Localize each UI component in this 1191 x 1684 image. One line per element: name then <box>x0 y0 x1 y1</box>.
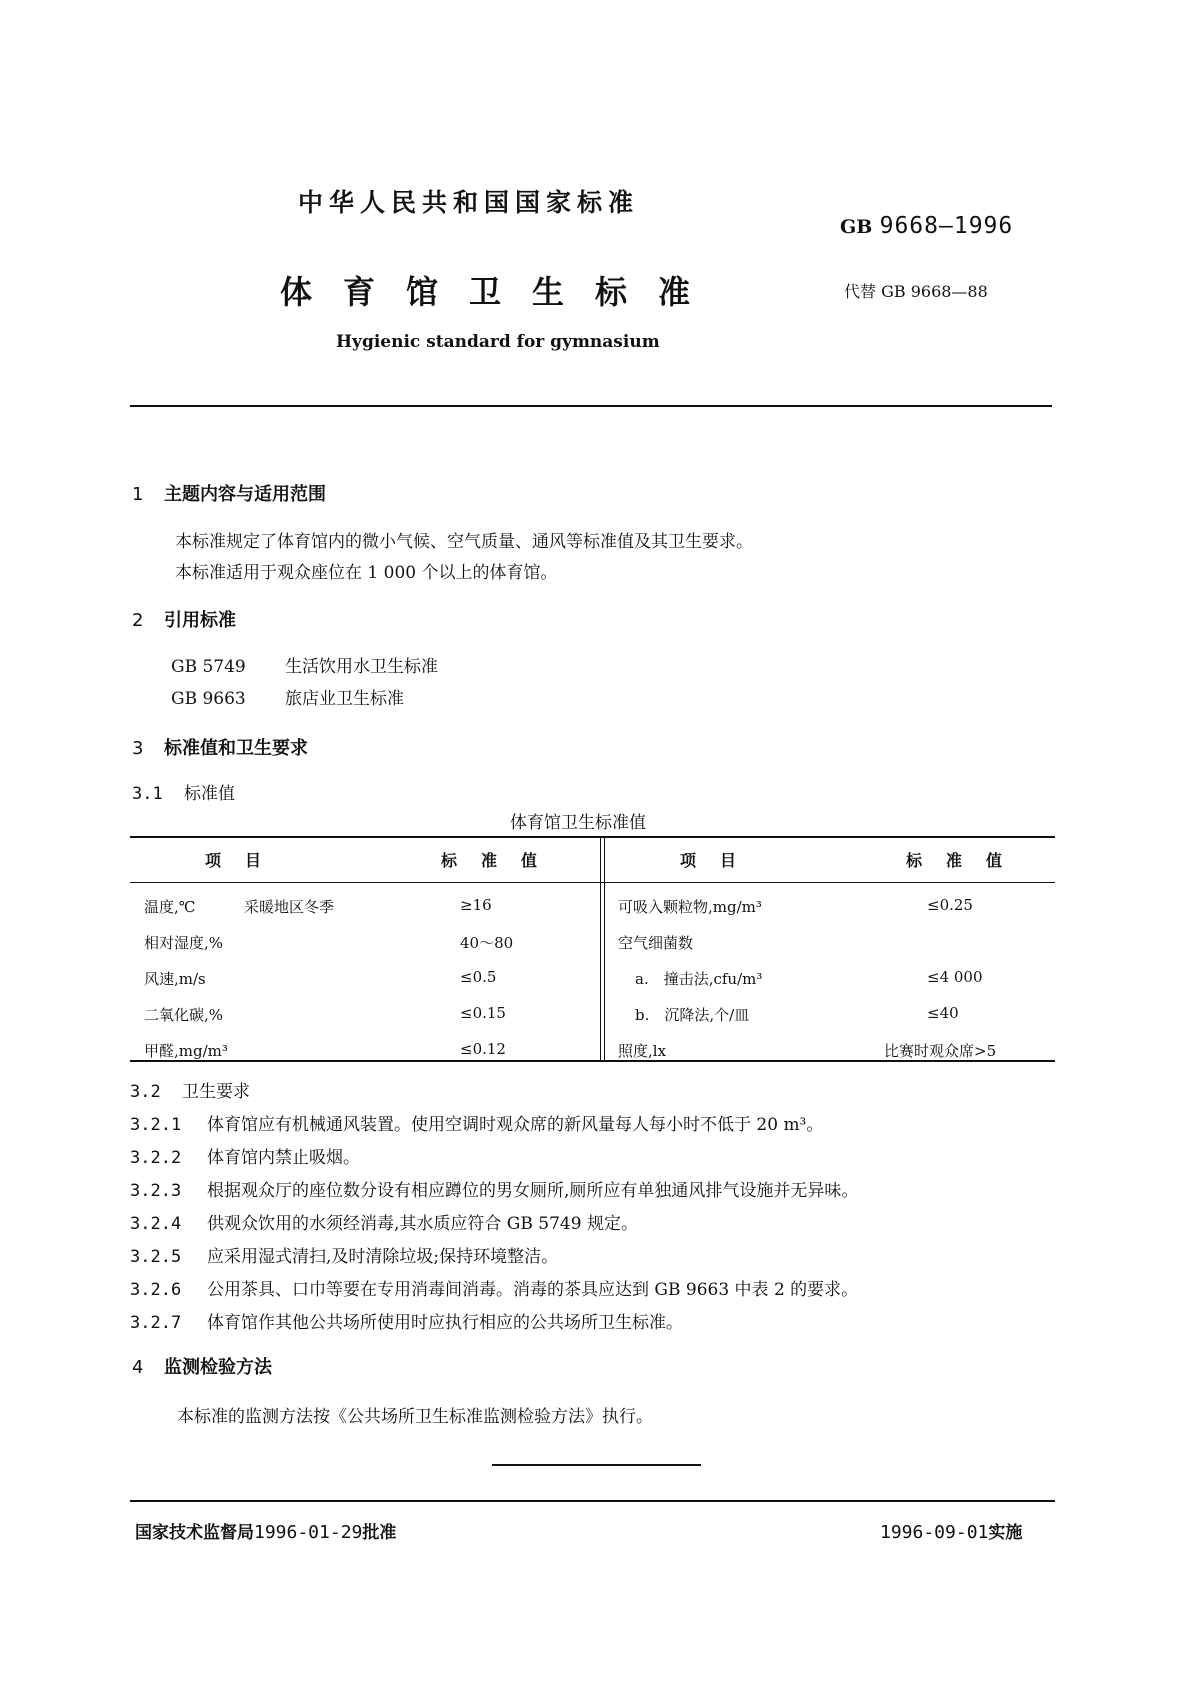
table-cell-item: 甲醛,mg/m³ <box>144 1042 228 1060</box>
table-cell-value: 40～80 <box>460 934 514 952</box>
table-divider <box>600 836 601 1062</box>
section-3-heading <box>132 734 308 760</box>
section-2-number: 2 <box>132 610 144 631</box>
requirement-text: 体育馆应有机械通风装置。使用空调时观众席的新风量每人每小时不低于 20 m³。 <box>207 1115 824 1135</box>
national-standard-heading: 中华人民共和国国家标准 <box>298 188 640 217</box>
table-header-rule <box>130 882 1055 883</box>
subsection-3-2-heading <box>130 1077 250 1102</box>
table-cell-item: 二氧化碳,% <box>144 1006 224 1024</box>
footer-rule <box>130 1500 1055 1502</box>
requirement-number: 3.2.6 <box>130 1280 182 1300</box>
approved-date: 1996-01-29 <box>254 1522 363 1543</box>
requirement-text: 供观众饮用的水须经消毒,其水质应符合 GB 5749 规定。 <box>207 1214 638 1234</box>
requirement-item <box>130 1209 638 1234</box>
subsection-3-1-heading <box>132 779 235 804</box>
subsection-3-2-title: 卫生要求 <box>182 1082 250 1102</box>
table-cell-value: ≤0.25 <box>927 896 973 914</box>
table-cell-item: 相对湿度,% <box>144 934 224 952</box>
standard-number <box>840 213 1013 239</box>
header-rule <box>130 405 1052 407</box>
section-3-title: 标准值和卫生要求 <box>164 738 308 759</box>
requirement-item <box>130 1176 858 1201</box>
reference-name: 生活饮用水卫生标准 <box>285 657 438 677</box>
requirement-number: 3.2.4 <box>130 1214 182 1234</box>
section-2-heading <box>132 606 236 632</box>
requirement-number: 3.2.7 <box>130 1313 182 1333</box>
table-cell-value: ≤40 <box>927 1004 959 1022</box>
section-4-heading <box>132 1353 272 1379</box>
table-divider <box>604 836 605 1062</box>
table-cell-value: ≤0.12 <box>460 1040 506 1058</box>
reference-code: GB 5749 <box>171 657 246 677</box>
gb-number: 9668—1996 <box>879 213 1014 239</box>
section-4-paragraph: 本标准的监测方法按《公共场所卫生标准监测检验方法》执行。 <box>177 1407 653 1427</box>
table-cell-item: 可吸入颗粒物,mg/m³ <box>618 898 762 916</box>
table-cell-item: 温度,℃ <box>144 898 196 916</box>
header-value-left: 标准值 <box>441 851 562 870</box>
end-rule <box>492 1464 701 1466</box>
section-1-heading <box>132 480 326 506</box>
section-1-number: 1 <box>132 484 144 505</box>
requirement-text: 体育馆内禁止吸烟。 <box>207 1148 360 1168</box>
table-cell-value: ≤0.15 <box>460 1004 506 1022</box>
effective-date: 1996-09-01 <box>880 1522 989 1543</box>
table-cell-value: ≥16 <box>460 896 492 914</box>
requirement-number: 3.2.1 <box>130 1115 182 1135</box>
subsection-3-1-title: 标准值 <box>184 784 235 804</box>
replaces-note: 代替 GB 9668—88 <box>844 282 988 301</box>
requirement-text: 体育馆作其他公共场所使用时应执行相应的公共场所卫生标准。 <box>207 1313 683 1333</box>
effective-line <box>880 1518 1022 1543</box>
section-1-paragraph-2: 本标准适用于观众座位在 1 000 个以上的体育馆。 <box>175 563 558 583</box>
table-cell-item: 照度,lx <box>618 1042 667 1060</box>
section-4-number: 4 <box>132 1357 144 1378</box>
approval-line <box>135 1518 396 1543</box>
table-cell-value: 比赛时观众席>5 <box>884 1042 997 1060</box>
section-1-paragraph-1: 本标准规定了体育馆内的微小气候、空气质量、通风等标准值及其卫生要求。 <box>175 532 753 552</box>
requirement-number: 3.2.2 <box>130 1148 182 1168</box>
english-title: Hygienic standard for gymnasium <box>336 332 660 352</box>
requirement-text: 应采用湿式清扫,及时清除垃圾;保持环境整洁。 <box>207 1247 559 1267</box>
header-value-right: 标准值 <box>906 851 1027 870</box>
requirement-number: 3.2.5 <box>130 1247 182 1267</box>
subsection-3-1-number: 3.1 <box>132 784 163 804</box>
section-1-title: 主题内容与适用范围 <box>164 484 326 505</box>
header-item-right: 项目 <box>680 851 761 870</box>
requirement-text: 根据观众厅的座位数分设有相应蹲位的男女厕所,厕所应有单独通风排气设施并无异味。 <box>207 1181 859 1201</box>
table-cell-value: ≤0.5 <box>460 968 497 986</box>
header-item-left: 项目 <box>205 851 286 870</box>
requirement-item <box>130 1275 858 1300</box>
table-cell-value: ≤4 000 <box>927 968 983 986</box>
requirement-item <box>130 1110 823 1135</box>
gb-prefix: GB <box>840 216 873 238</box>
section-4-title: 监测检验方法 <box>164 1357 272 1378</box>
issuer: 国家技术监督局 <box>135 1523 254 1543</box>
section-2-title: 引用标准 <box>164 610 236 631</box>
table-top-border <box>130 836 1055 838</box>
table-caption: 体育馆卫生标准值 <box>510 813 646 833</box>
table-cell-item: a. 撞击法,cfu/m³ <box>635 970 763 988</box>
reference-code: GB 9663 <box>171 689 246 709</box>
table-cell-item: b. 沉降法,个/皿 <box>635 1006 750 1024</box>
table-cell-item: 空气细菌数 <box>618 934 694 952</box>
approved-label: 批准 <box>362 1523 397 1543</box>
reference-item <box>171 652 438 677</box>
requirement-item <box>130 1242 558 1267</box>
effective-label: 实施 <box>988 1523 1023 1543</box>
requirement-number: 3.2.3 <box>130 1181 182 1201</box>
subsection-3-2-number: 3.2 <box>130 1082 161 1102</box>
table-cell-condition: 采暖地区冬季 <box>244 898 335 916</box>
reference-name: 旅店业卫生标准 <box>285 689 404 709</box>
standard-values-table <box>130 836 1055 1062</box>
table-cell-item: 风速,m/s <box>144 970 206 988</box>
document-title: 体育馆卫生标准 <box>280 273 722 311</box>
requirement-item <box>130 1308 683 1333</box>
requirement-item <box>130 1143 360 1168</box>
section-3-number: 3 <box>132 738 144 759</box>
requirement-text: 公用茶具、口巾等要在专用消毒间消毒。消毒的茶具应达到 GB 9663 中表 2 的要求。 <box>207 1280 859 1300</box>
reference-item <box>171 684 404 709</box>
